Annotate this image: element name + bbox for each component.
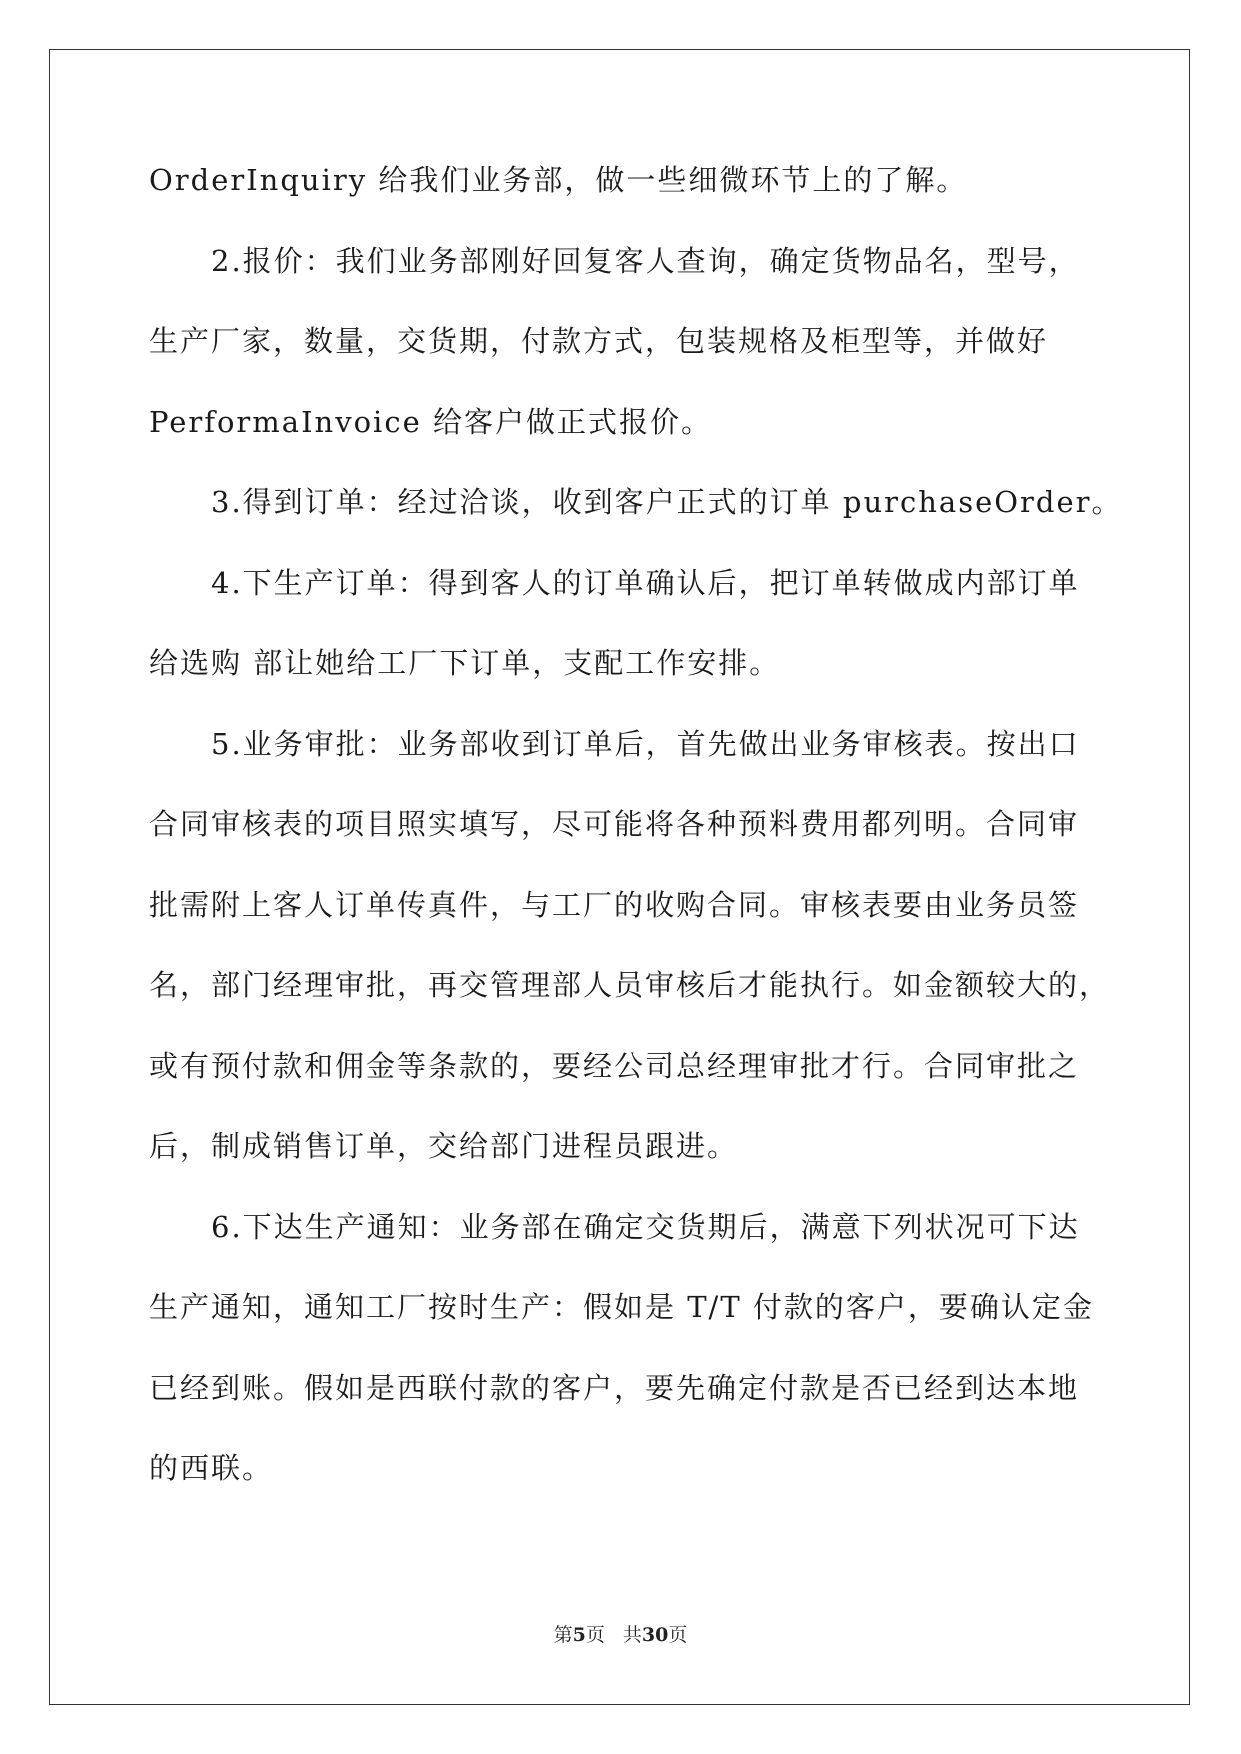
page-number: 5 bbox=[572, 1624, 586, 1646]
total-pages: 30 bbox=[641, 1624, 669, 1646]
page-suffix: 页 bbox=[585, 1624, 605, 1646]
text-line-9: 合同审核表的项目照实填写，尽可能将各种预料费用都列明。合同审 bbox=[149, 807, 1080, 841]
text-line-1: OrderInquiry 给我们业务部，做一些细微环节上的了解。 bbox=[149, 163, 968, 197]
text-line-17: 的西联。 bbox=[149, 1451, 274, 1485]
page-prefix: 第 bbox=[553, 1624, 573, 1646]
text-line-5: 3.得到订单：经过洽谈，收到客户正式的订单 purchaseOrder。 bbox=[211, 485, 1123, 519]
text-line-15: 生产通知，通知工厂按时生产：假如是 T/T 付款的客户，要确认定金 bbox=[149, 1290, 1094, 1324]
text-line-4: PerformaInvoice 给客户做正式报价。 bbox=[149, 404, 712, 439]
text-line-7: 给选购 部让她给工厂下订单，支配工作安排。 bbox=[149, 646, 781, 680]
total-suffix: 页 bbox=[668, 1624, 688, 1646]
document-body bbox=[149, 160, 1123, 1529]
text-line-8: 5.业务审批：业务部收到订单后，首先做出业务审核表。按出口 bbox=[211, 726, 1080, 761]
text-line-6: 4.下生产订单：得到客人的订单确认后，把订单转做成内部订单 bbox=[211, 565, 1080, 600]
text-line-3: 生产厂家，数量，交货期，付款方式，包装规格及柜型等，并做好 bbox=[149, 324, 1049, 358]
text-line-13: 后，制成销售订单，交给部门进程员跟进。 bbox=[149, 1129, 739, 1163]
text-line-10: 批需附上客人订单传真件，与工厂的收购合同。审核表要由业务员签 bbox=[149, 887, 1080, 922]
page-footer bbox=[0, 1620, 1241, 1647]
text-line-2: 2.报价：我们业务部刚好回复客人查询，确定货物品名，型号， bbox=[211, 243, 1080, 278]
text-line-16: 已经到账。假如是西联付款的客户，要先确定付款是否已经到达本地 bbox=[149, 1370, 1080, 1405]
text-line-12: 或有预付款和佣金等条款的，要经公司总经理审批才行。合同审批之 bbox=[149, 1048, 1080, 1083]
total-prefix: 共 bbox=[622, 1624, 642, 1646]
text-line-14: 6.下达生产通知：业务部在确定交货期后，满意下列状况可下达 bbox=[211, 1209, 1080, 1244]
text-line-11: 名，部门经理审批，再交管理部人员审核后才能执行。如金额较大的， bbox=[149, 968, 1111, 1002]
